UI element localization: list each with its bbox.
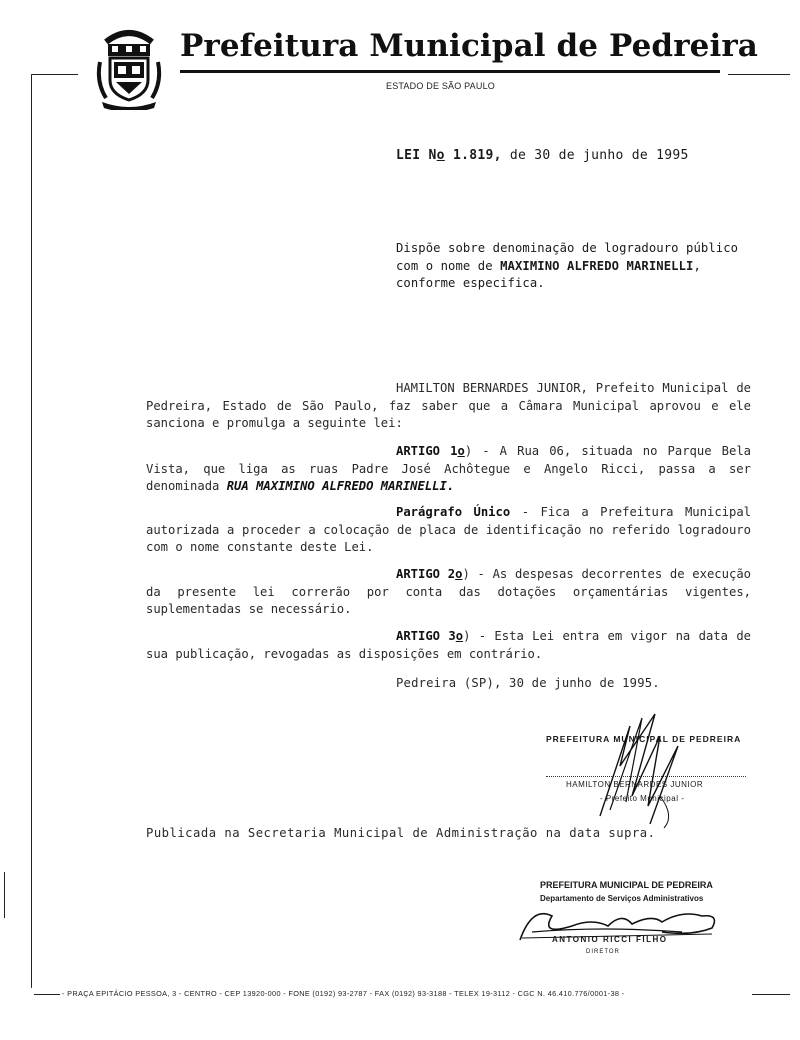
summary-text-end: , conforme especifica. (396, 258, 701, 290)
article-2-ordinal: o (455, 567, 463, 581)
article-1-text: ) - A Rua 06, situada no Parque Bela Vista, que liga as ruas Padre José Achôtegue e Angelo Ricci, passa a ser denominada (146, 444, 752, 493)
intro-paragraph (146, 380, 751, 433)
summary-name: MAXIMINO ALFREDO MARINELLI (500, 258, 694, 273)
admin-stamp-name: ANTONIO RICCI FILHO (552, 935, 668, 944)
header-title: Prefeitura Municipal de Pedreira (180, 28, 758, 64)
frame-bottom-line-left (34, 994, 60, 995)
article-2-text: ) - As despesas decorrentes de execução da presente lei correrão por conta das dotações orçamentárias vigentes, suplementadas se necessário. (146, 567, 751, 616)
summary-text-start: Dispõe sobre denominação de logradouro público com o nome de (396, 241, 739, 273)
law-title (396, 148, 689, 163)
scan-margin-mark (4, 872, 5, 918)
law-number-value: 1.819, (452, 148, 502, 163)
article-3-ordinal: o (455, 629, 464, 643)
article-3-label: ARTIGO 3 (396, 629, 456, 643)
article-1 (146, 443, 751, 496)
publication-note: Publicada na Secretaria Municipal de Administração na data supra. (146, 826, 656, 840)
admin-stamp-department: Departamento de Serviços Administrativos (540, 894, 704, 903)
sole-paragraph-label: Parágrafo Único (396, 505, 511, 519)
coat-of-arms-icon (96, 22, 162, 110)
mayor-stamp-role: - Prefeito Municipal - (600, 794, 685, 803)
law-summary (396, 240, 748, 293)
article-1-street-name: RUA MAXIMINO ALFREDO MARINELLI. (226, 479, 455, 493)
sole-paragraph-text: - Fica a Prefeitura Municipal autorizada a proceder a colocação de placa de identificação no referido logradouro com o nome constante deste Lei. (146, 505, 752, 554)
mayor-signature (560, 706, 700, 832)
frame-top-line-right (728, 74, 790, 75)
law-number-o: o (436, 148, 445, 163)
law-number-prefix: LEI (396, 148, 421, 163)
sole-paragraph (146, 504, 751, 557)
intro-text: HAMILTON BERNARDES JUNIOR, Prefeito Municipal de Pedreira, Estado de São Paulo, faz saber que a Câmara Municipal aprovou e ele sanciona e promulga a seguinte lei: (146, 381, 751, 430)
admin-signature (512, 896, 732, 966)
law-number-n: N (428, 148, 437, 163)
footer-address: - PRAÇA EPITÁCIO PESSOA, 3 - CENTRO - CEP 13920-000 - FONE (0192) 93-2787 - FAX (0192) 93-3188 - TELEX 19-3112 - CGC N. 46.410.776/0001-38 - (62, 989, 625, 998)
place-and-date: Pedreira (SP), 30 de junho de 1995. (396, 676, 660, 690)
mayor-stamp-org: PREFEITURA MUNICIPAL DE PEDREIRA (546, 734, 742, 744)
article-3 (146, 628, 751, 663)
header-rule (180, 70, 720, 73)
frame-left-line (31, 74, 32, 988)
header-state: ESTADO DE SÃO PAULO (386, 81, 495, 91)
article-2-label: ARTIGO 2 (396, 567, 456, 581)
article-1-ordinal: o (457, 444, 465, 458)
article-3-text: ) - Esta Lei entra em vigor na data de sua publicação, revogadas as disposições em contrário. (146, 629, 751, 661)
admin-stamp-org: PREFEITURA MUNICIPAL DE PEDREIRA (540, 880, 713, 890)
article-1-label: ARTIGO 1 (396, 444, 458, 458)
law-date: de 30 de junho de 1995 (509, 148, 689, 163)
frame-top-line-left (32, 74, 78, 75)
mayor-stamp-name: HAMILTON BERNARDES JUNIOR (566, 780, 704, 789)
frame-bottom-line-right (752, 994, 790, 995)
article-2 (146, 566, 751, 619)
admin-stamp-role: DIRETOR (586, 949, 620, 955)
